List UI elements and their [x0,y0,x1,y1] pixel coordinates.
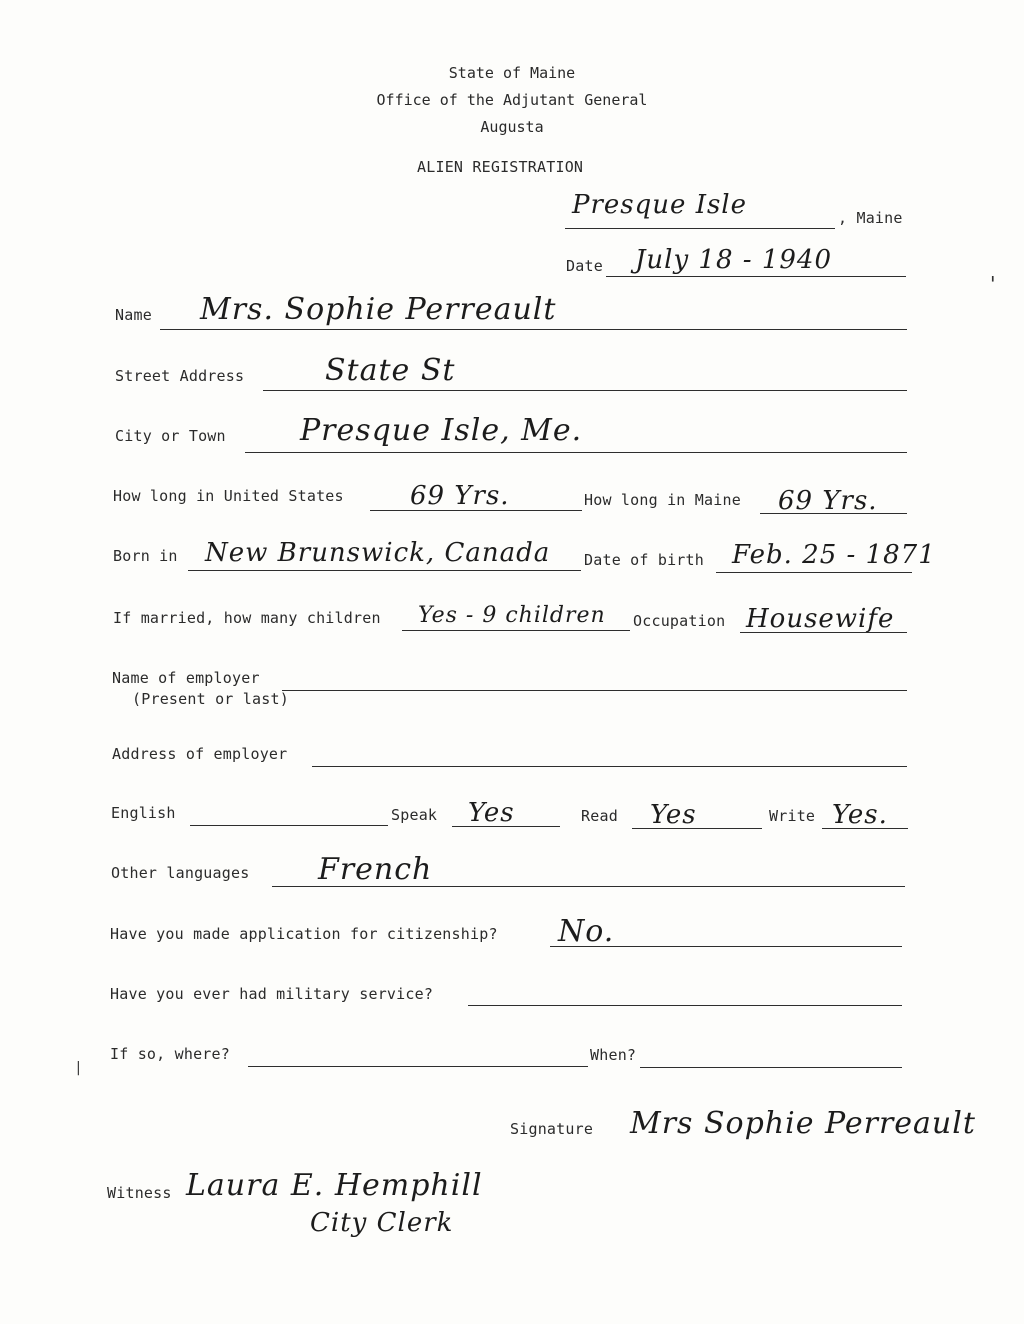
date-value: July 18 - 1940 [635,245,833,275]
date-line [606,276,906,277]
citizenship-label: Have you made application for citizenship? [110,925,498,943]
children-label: If married, how many children [113,609,381,627]
children-value: Yes - 9 children [418,603,606,628]
write-label: Write [769,807,816,825]
languages-label: Other languages [111,864,250,882]
when-line [640,1067,902,1068]
employer-address-label: Address of employer [112,745,288,763]
maine-duration-value: 69 Yrs. [778,486,878,516]
stray-mark: ' [990,272,996,296]
name-line [160,329,907,330]
when-label: When? [590,1046,637,1064]
speak-label: Speak [391,806,438,824]
signature-label: Signature [510,1120,594,1138]
signature-value: Mrs Sophie Perreault [630,1106,976,1141]
witness-title: City Clerk [310,1208,454,1238]
born-value: New Brunswick, Canada [205,538,551,568]
dob-line [716,572,912,573]
occupation-line [740,632,907,633]
speak-value: Yes [468,798,515,828]
speak-line [452,826,560,827]
header-city: Augusta [480,118,544,136]
header-state: State of Maine [448,64,576,82]
where-label: If so, where? [110,1045,230,1063]
witness-label: Witness [107,1184,172,1202]
us-duration-label: How long in United States [113,487,344,505]
citizenship-line [550,946,902,947]
city-value: Presque Isle, Me. [300,413,583,448]
employer-label: Name of employer [112,669,260,687]
maine-duration-line [760,513,907,514]
street-label: Street Address [115,367,245,385]
where-line [248,1066,588,1067]
read-line [632,828,762,829]
city-label: City or Town [115,427,226,445]
street-line [263,390,907,391]
write-value: Yes. [832,800,888,830]
citizenship-value: No. [558,914,615,949]
witness-value: Laura E. Hemphill [186,1168,483,1203]
place-line [565,228,835,229]
city-line [245,452,907,453]
born-line [188,570,581,571]
languages-line [272,886,905,887]
languages-value: French [318,852,433,887]
dob-value: Feb. 25 - 1871 [732,540,936,570]
english-line [190,825,388,826]
us-duration-line [370,510,582,511]
place-value: Presque Isle [572,190,748,220]
name-label: Name [115,306,152,324]
employer-sublabel: (Present or last) [132,690,289,708]
born-label: Born in [113,547,178,565]
form-title: ALIEN REGISTRATION [417,158,584,176]
employer-line [282,690,907,691]
street-value: State St [325,353,456,388]
read-value: Yes [650,800,697,830]
margin-mark: | [76,1060,81,1076]
date-label: Date [566,257,603,275]
english-label: English [111,804,176,822]
header-office: Office of the Adjutant General [376,91,648,109]
place-suffix: , Maine [838,209,903,227]
maine-duration-label: How long in Maine [584,491,741,509]
read-label: Read [581,807,618,825]
children-line [402,630,630,631]
occupation-value: Housewife [746,604,895,634]
write-line [822,828,908,829]
employer-address-line [312,766,907,767]
dob-label: Date of birth [584,551,704,569]
us-duration-value: 69 Yrs. [410,481,510,511]
military-label: Have you ever had military service? [110,985,434,1003]
military-line [468,1005,902,1006]
name-value: Mrs. Sophie Perreault [200,292,557,327]
occupation-label: Occupation [633,612,726,630]
